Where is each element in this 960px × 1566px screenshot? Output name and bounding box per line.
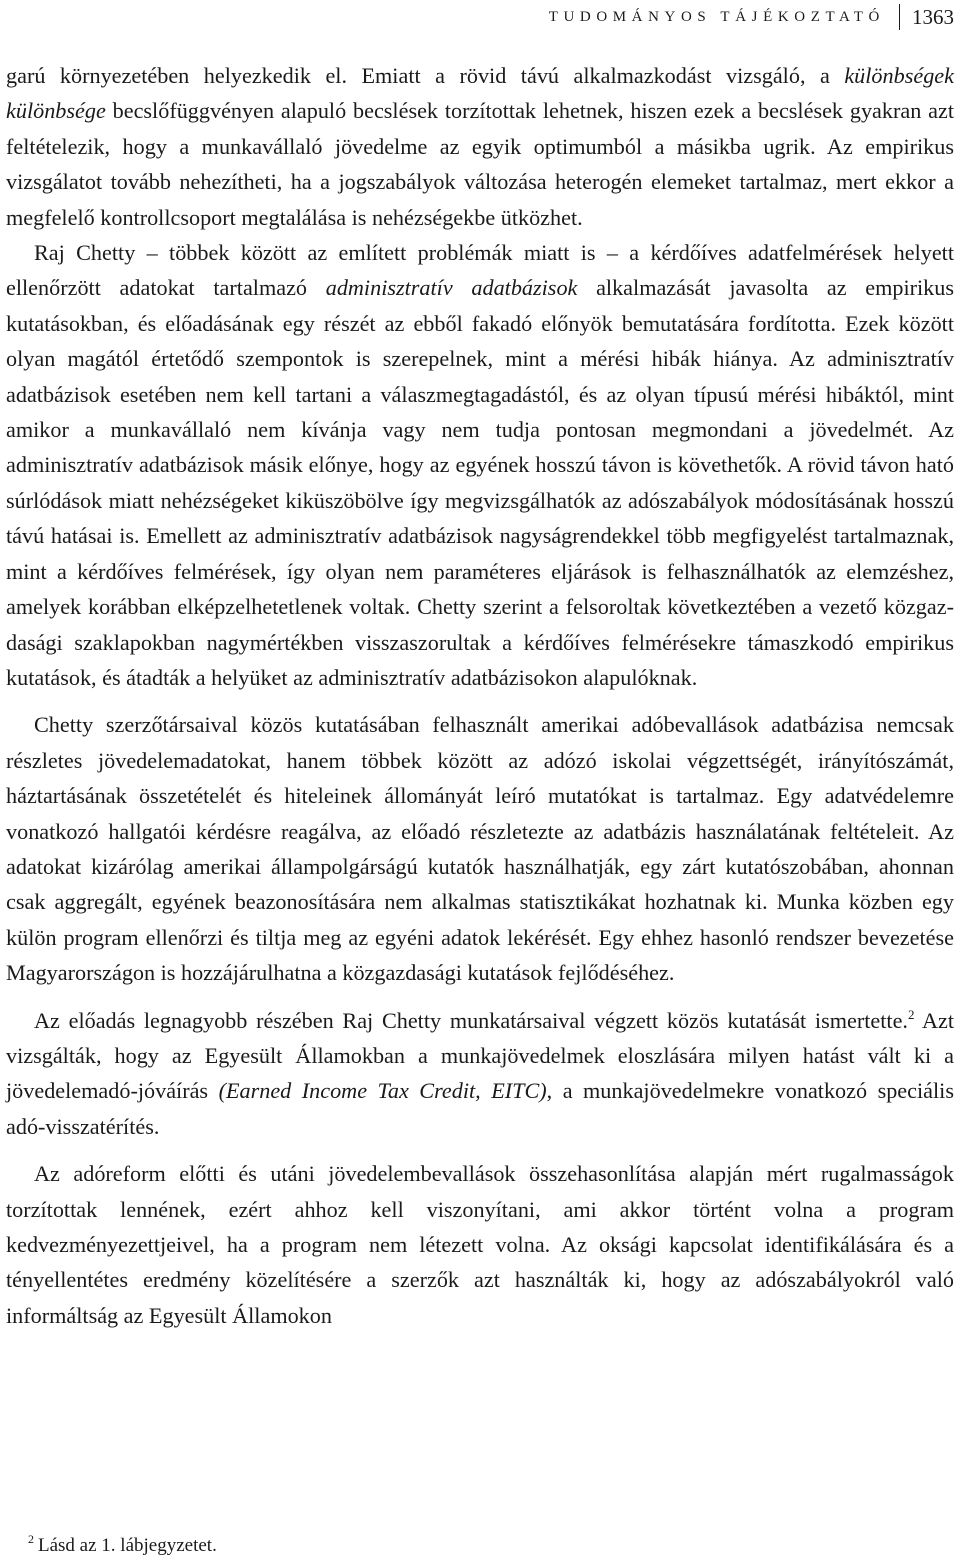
footnote-number: 2 bbox=[28, 1532, 34, 1546]
italic-phrase: (Earned Income Tax Credit, EITC) bbox=[218, 1078, 547, 1104]
running-header bbox=[549, 2, 954, 32]
text-run: garú környezetében helyezkedik el. Emiatt a rövid távú alkalmazkodást vizsgáló, a bbox=[6, 63, 845, 88]
text-run: Raj Chetty – többek között az említett problémák miatt is – a kérdőíves adatfelmérések helyett ellenőrzött adatokat tartalmazó bbox=[6, 240, 954, 301]
article-body bbox=[6, 58, 954, 1333]
paragraph bbox=[6, 58, 954, 235]
paragraph bbox=[6, 1156, 954, 1333]
journal-title: TUDOMÁNYOS TÁJÉKOZTATÓ bbox=[548, 8, 885, 25]
text-run: Az előadás legnagyobb részében Raj Chetty munkatársaival végzett közös kutatását ismertette. bbox=[34, 1007, 908, 1033]
italic-phrase: különbségek különbsége bbox=[6, 63, 954, 124]
text-run: Azt vizsgálták, hogy az Egyesült Államokban a munkajövedelmek eloszlására milyen hatást vált ki a jövedelemadó-jóváírás bbox=[6, 1007, 955, 1104]
text-run: becslőfüggvényen alapuló becslések torzítottak lehetnek, hiszen ezek a becslések gyakran azt feltételezik, hogy a munkavállaló jövedelme az egyik optimumból a másikba ugrik. Az empirikus vizsgálatot tovább nehezítheti, ha a jogszabályok változása heterogén elemeket tartalmaz, mert ekkor a megfelelő kontrollcsoport megtalálása is nehézségekbe ütközhet. bbox=[6, 98, 954, 230]
paragraph bbox=[6, 707, 954, 990]
footnote bbox=[28, 1534, 217, 1558]
text-run: alkalmazását javasolta az empirikus kutatásokban, és előadásának egy részét az ebből fakadó előnyök bemutatására fordította. Ezek között olyan magától értetődő szempontok is szerepelnek, mint a mérési hibák hiánya. Az adminisztratív adatbázisok esetében nem kell tartani a válaszmegtagadástól, és az olyan típusú mérési hibáktól, mint amikor a munkavállaló nem kívánja vagy nem tudja pontosan megmondani a jövedelmét. Az adminisztratív adatbázisok másik előnye, hogy az egyének hosszú távon is követhetők. A rövid távon ható súrlódások miatt nehézségeket kiküszöbölve így megvizsgálhatók az adószabályok módosításának hosszú távú hatásai is. Emellett az adminisztratív adatbázisok nagyságrendekkel több megfigyelést tartalmaznak, mint a kérdőíves felmérések, így olyan nem paraméteres eljárások is felhasználhatók az elemzéshez, amelyek korábban elképzelhetetlenek voltak. Chetty szerint a felsoroltak következtében a vezető közgazdasági szaklapokban nagymértékben visszaszorultak a kérdőíves felmérésekre támaszkodó empirikus kutatások, és átadták a helyüket az adminisztratív adatbázisokon alapulóknak. bbox=[6, 275, 954, 690]
italic-phrase: adminisztratív adatbázisok bbox=[325, 275, 578, 301]
paragraph bbox=[6, 1003, 954, 1145]
text-run: Chetty szerzőtársaival közös kutatásában felhasznált amerikai adóbevallások adatbázisa nemcsak részletes jövedelemadatokat, hanem többek között az adózó iskolai végzettségét, irányítószámát, háztartásának összetételét és hiteleinek állományát leíró mutatókat is tartalmaz. Egy adatvédelemre vonatkozó hallgatói kérdésre reagálva, az előadó részletezte az adatbázis használatának feltételeit. Az adatokat kizárólag amerikai állampolgárságú kutatók használhatják, egy zárt kutatószobában, ahonnan csak aggregált, egyének beazonosítására nem alkalmas statisztikákat hozhatnak ki. Munka közben egy külön program ellenőrzi és tiltja meg az egyéni adatok lekérését. Egy ehhez hasonló rendszer bevezetése Magyarországon is hozzájárulhatna a közgazdasági kutatások fejlődéséhez. bbox=[6, 712, 954, 986]
paragraph bbox=[6, 235, 954, 695]
text-run: , a munkajövedelmekre vonatkozó speciális adó-visszatérítés. bbox=[6, 1078, 954, 1139]
page-number: 1363 bbox=[912, 4, 954, 29]
footnote-reference: 2 bbox=[907, 1006, 915, 1022]
text-run: Az adóreform előtti és utáni jövedelembevallások összehasonlítása alapján mért rugalmasságok torzítottak lennének, ezért ahhoz kell viszonyítani, ami akkor történt volna a program kedvezményezettjeivel, ha a program nem létezett volna. Az oksági kapcsolat identifikálására és a tényellentétes eredmény közelítésére a szerzők azt használták ki, hogy az adószabályokról való informáltság az Egyesült Államokon bbox=[6, 1161, 954, 1328]
footnote-text: Lásd az 1. lábjegyzetet. bbox=[38, 1535, 217, 1556]
header-divider bbox=[899, 4, 900, 30]
